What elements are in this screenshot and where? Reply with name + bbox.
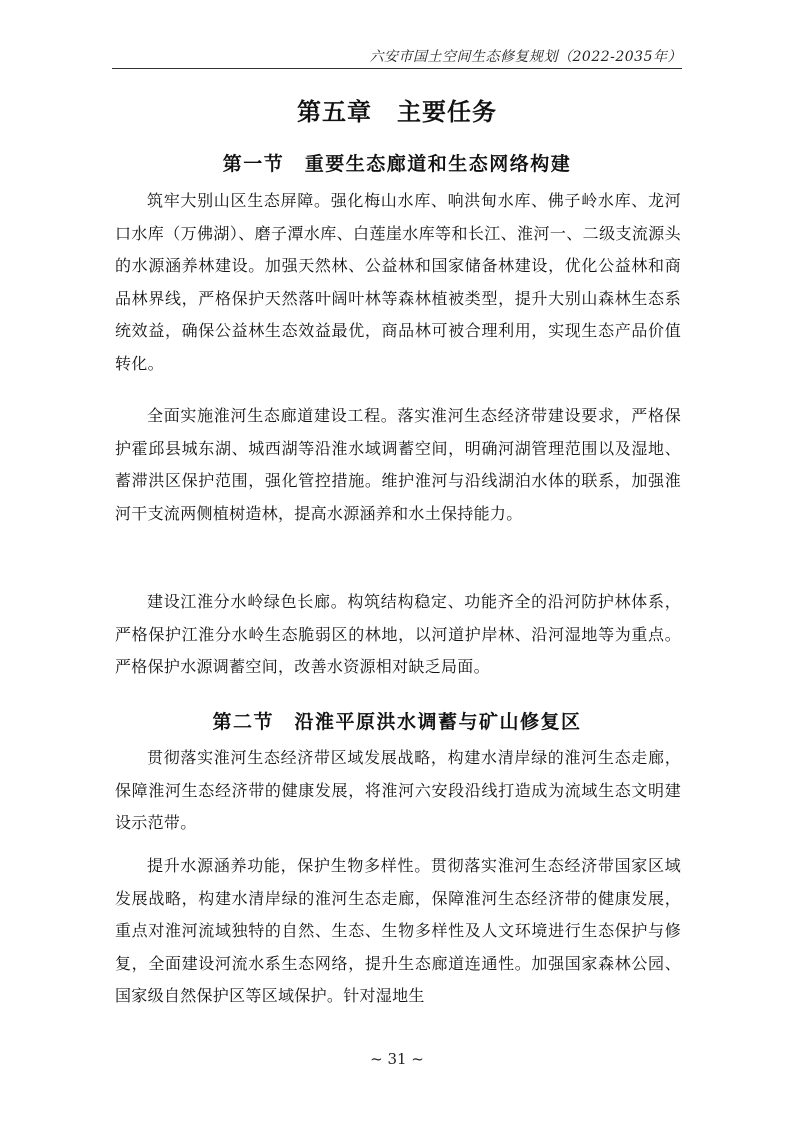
paragraph: 建设江淮分水岭绿色长廊。构筑结构稳定、功能齐全的沿河防护林体系，严格保护江淮分水岭生态脆弱区的林地，以河道护岸林、沿河湿地等为重点。严格保护水源调蓄空间，改善水资源相对缺乏局面。 [115, 592, 681, 676]
chapter-title: 第五章 主要任务 [297, 98, 497, 126]
paragraph: 贯彻落实淮河生态经济带区域发展战略，构建水清岸绿的淮河生态走廊，保障淮河生态经济带的健康发展，将淮河六安段沿线打造成为流域生态文明建设示范带。 [115, 748, 681, 832]
section-title-2: 第二节 沿淮平原洪水调蓄与矿山修复区 [212, 711, 582, 733]
running-header: 六安市国土空间生态修复规划（2022-2035年） [369, 49, 682, 65]
paragraph: 全面实施淮河生态廊道建设工程。落实淮河生态经济带建设要求，严格保护霍邱县城东湖、城西湖等沿淮水域调蓄空间，明确河湖管理范围以及湿地、蓄滞洪区保护范围，强化管控措施。维护淮河与沿线湖泊水体的联系，加强淮河干支流两侧植树造林，提高水源涵养和水土保持能力。 [115, 406, 681, 523]
page-number: ~ 31 ~ [370, 1050, 424, 1068]
paragraph: 提升水源涵养功能，保护生物多样性。贯彻落实淮河生态经济带国家区域发展战略，构建水清岸绿的淮河生态走廊，保障淮河生态经济带的健康发展，重点对淮河流域独特的自然、生态、生物多样性及人文环境进行生态保护与修复，全面建设河流水系生态网络，提升生态廊道连通性。加强国家森林公园、国家级自然保护区等区域保护。针对湿地生 [115, 856, 681, 1005]
header-divider [112, 68, 682, 69]
paragraph: 筑牢大别山区生态屏障。强化梅山水库、响洪甸水库、佛子岭水库、龙河口水库（万佛湖）、磨子潭水库、白莲崖水库等和长江、淮河一、二级支流源头的水源涵养林建设。加强天然林、公益林和国家储备林建设，优化公益林和商品林界线，严格保护天然落叶阔叶林等森林植被类型，提升大别山森林生态系统效益，确保公益林生态效益最优，商品林可被合理利用，实现生态产品价值转化。 [115, 191, 681, 373]
section-title-1: 第一节 重要生态廊道和生态网络构建 [222, 153, 572, 175]
